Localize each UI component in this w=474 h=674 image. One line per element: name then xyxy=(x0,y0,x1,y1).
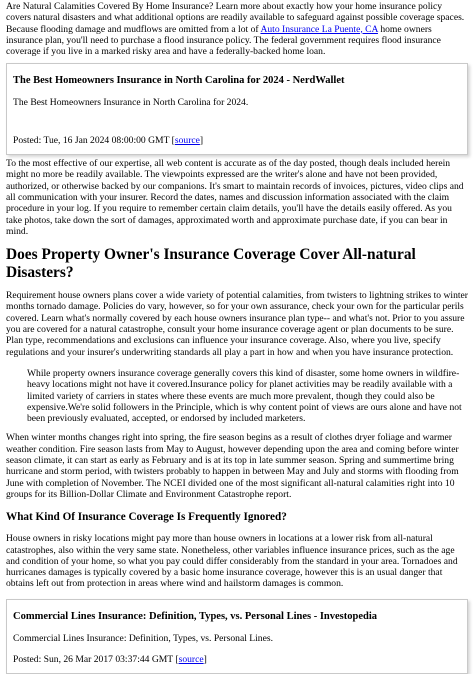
seasons-paragraph: When winter months changes right into spring, the fire season begins as a result of clothes dryer foliage and warmer weather condition. Fire season lasts from May to August, however depending upon the area and coming before winter season climate, it can start as early as February and is at its top in late summer season. Spring and summertime bring hurricane and storm period, with twisters probably to happen in between May and July and storms with flooding from June with completion of November. The NCEI divided one of the most significant all-natural calamities right into 10 groups for its Billion-Dollar Climate and Environment Catastrophe report. xyxy=(6,432,459,500)
section-heading-h3: What Kind Of Insurance Coverage Is Frequently Ignored? xyxy=(6,511,287,524)
posted-bracket: ] xyxy=(203,653,207,665)
coverage-paragraph: Requirement house owners plans cover a wide variety of potential calamities, from twisters to lightning strikes to winter months tornado damage. Policies do vary, however, so for your own assurance, check your own for the particular perils covered. Learn what's normally covered by each house owners insurance plan type-- and what's not. Prior to you assure you are covered for a natural catastrophe, consult your home insurance coverage agent or plan documents to be sure. Plan type, recommendations and exclusions can influence your insurance coverage. Also, where you live, specify regulations and your insurer's underwriting standards all play a part in how and when you have insurance protection. xyxy=(6,290,468,358)
news-card-investopedia xyxy=(6,599,468,674)
intro-paragraph xyxy=(6,1,468,57)
news-card-nerdwallet xyxy=(6,63,468,155)
card-posted-line xyxy=(13,135,461,146)
blockquote: While property owners insurance coverage generally covers this kind of disaster, some home owners in wildfire-heavy locations might not have it covered.Insurance policy for planet activities may be readily available with a limited variety of carriers in states where these events are much more prevalent, though they could also be expensive.We're solid followers in the Principle, which is why content point of views are ours alone and have not been previously evaluated, accepted, or endorsed by included marketers. xyxy=(27,367,462,425)
posted-date: Posted: Sun, 26 Mar 2017 03:37:44 GMT [ xyxy=(13,653,179,665)
section-heading-h2: Does Property Owner's Insurance Coverage Cover All-natural Disasters? xyxy=(6,246,416,282)
posted-bracket: ] xyxy=(199,134,204,146)
intro-text-2: home owners insurance plan, you'll need to purchase a flood insurance policy. The federal government requires flood insurance coverage if you live in a marked risky area and have a federally-backed home loan. xyxy=(6,23,441,58)
intro-text-1: Are Natural Calamities Covered By Home Insurance? Learn more about exactly how your home insurance policy covers natural disasters and what additional options are readily available to safeguard against possible coverage spaces. Because flooding damage and mudflows are omitted from a lot of xyxy=(6,1,465,35)
card-posted-line xyxy=(13,654,461,665)
disclaimer-paragraph: To the most effective of our expertise, all web content is accurate as of the day posted, though deals included herein might no more be readily available. The viewpoints expressed are the writer's alone and have not been provided, authorized, or otherwise backed by our companions. It's smart to maintain records of invoices, pictures, video clips and all communication with your insurer. Record the dates, names and discussion information associated with the claim procedure in your log. If you require to remember certain claim details, you'll have the details easily offered. As you take photos, take down the sort of damages, approximated worth and approximate purchase date, if you can bear in mind. xyxy=(6,158,464,237)
article-page xyxy=(0,1,474,674)
card-description: The Best Homeowners Insurance in North Carolina for 2024. xyxy=(13,97,249,109)
card-title: Commercial Lines Insurance: Definition, Types, vs. Personal Lines - Investopedia xyxy=(13,610,378,622)
posted-date: Posted: Tue, 16 Jan 2024 08:00:00 GMT [ xyxy=(13,134,175,146)
risk-paragraph: House owners in risky locations might pay more than house owners in locations at a lower risk from all-natural catastrophes, also within the very same state. Nonetheless, other variables influence insurance prices, such as the age and condition of your home, so what you pay could differ considerably from the standard in your area. Tornadoes and hurricanes damages is typically covered by a basic home insurance coverage, however this is an usual danger that obtains left out from protection in areas where wind and hailstorm damages is common. xyxy=(6,533,458,590)
source-link[interactable]: source xyxy=(174,134,200,146)
card-description: Commercial Lines Insurance: Definition, Types, vs. Personal Lines. xyxy=(13,632,273,644)
auto-insurance-link[interactable]: Auto Insurance La Puente, CA xyxy=(260,23,378,35)
card-title: The Best Homeowners Insurance in North Carolina for 2024 - NerdWallet xyxy=(13,75,345,87)
source-link[interactable]: source xyxy=(178,653,204,665)
